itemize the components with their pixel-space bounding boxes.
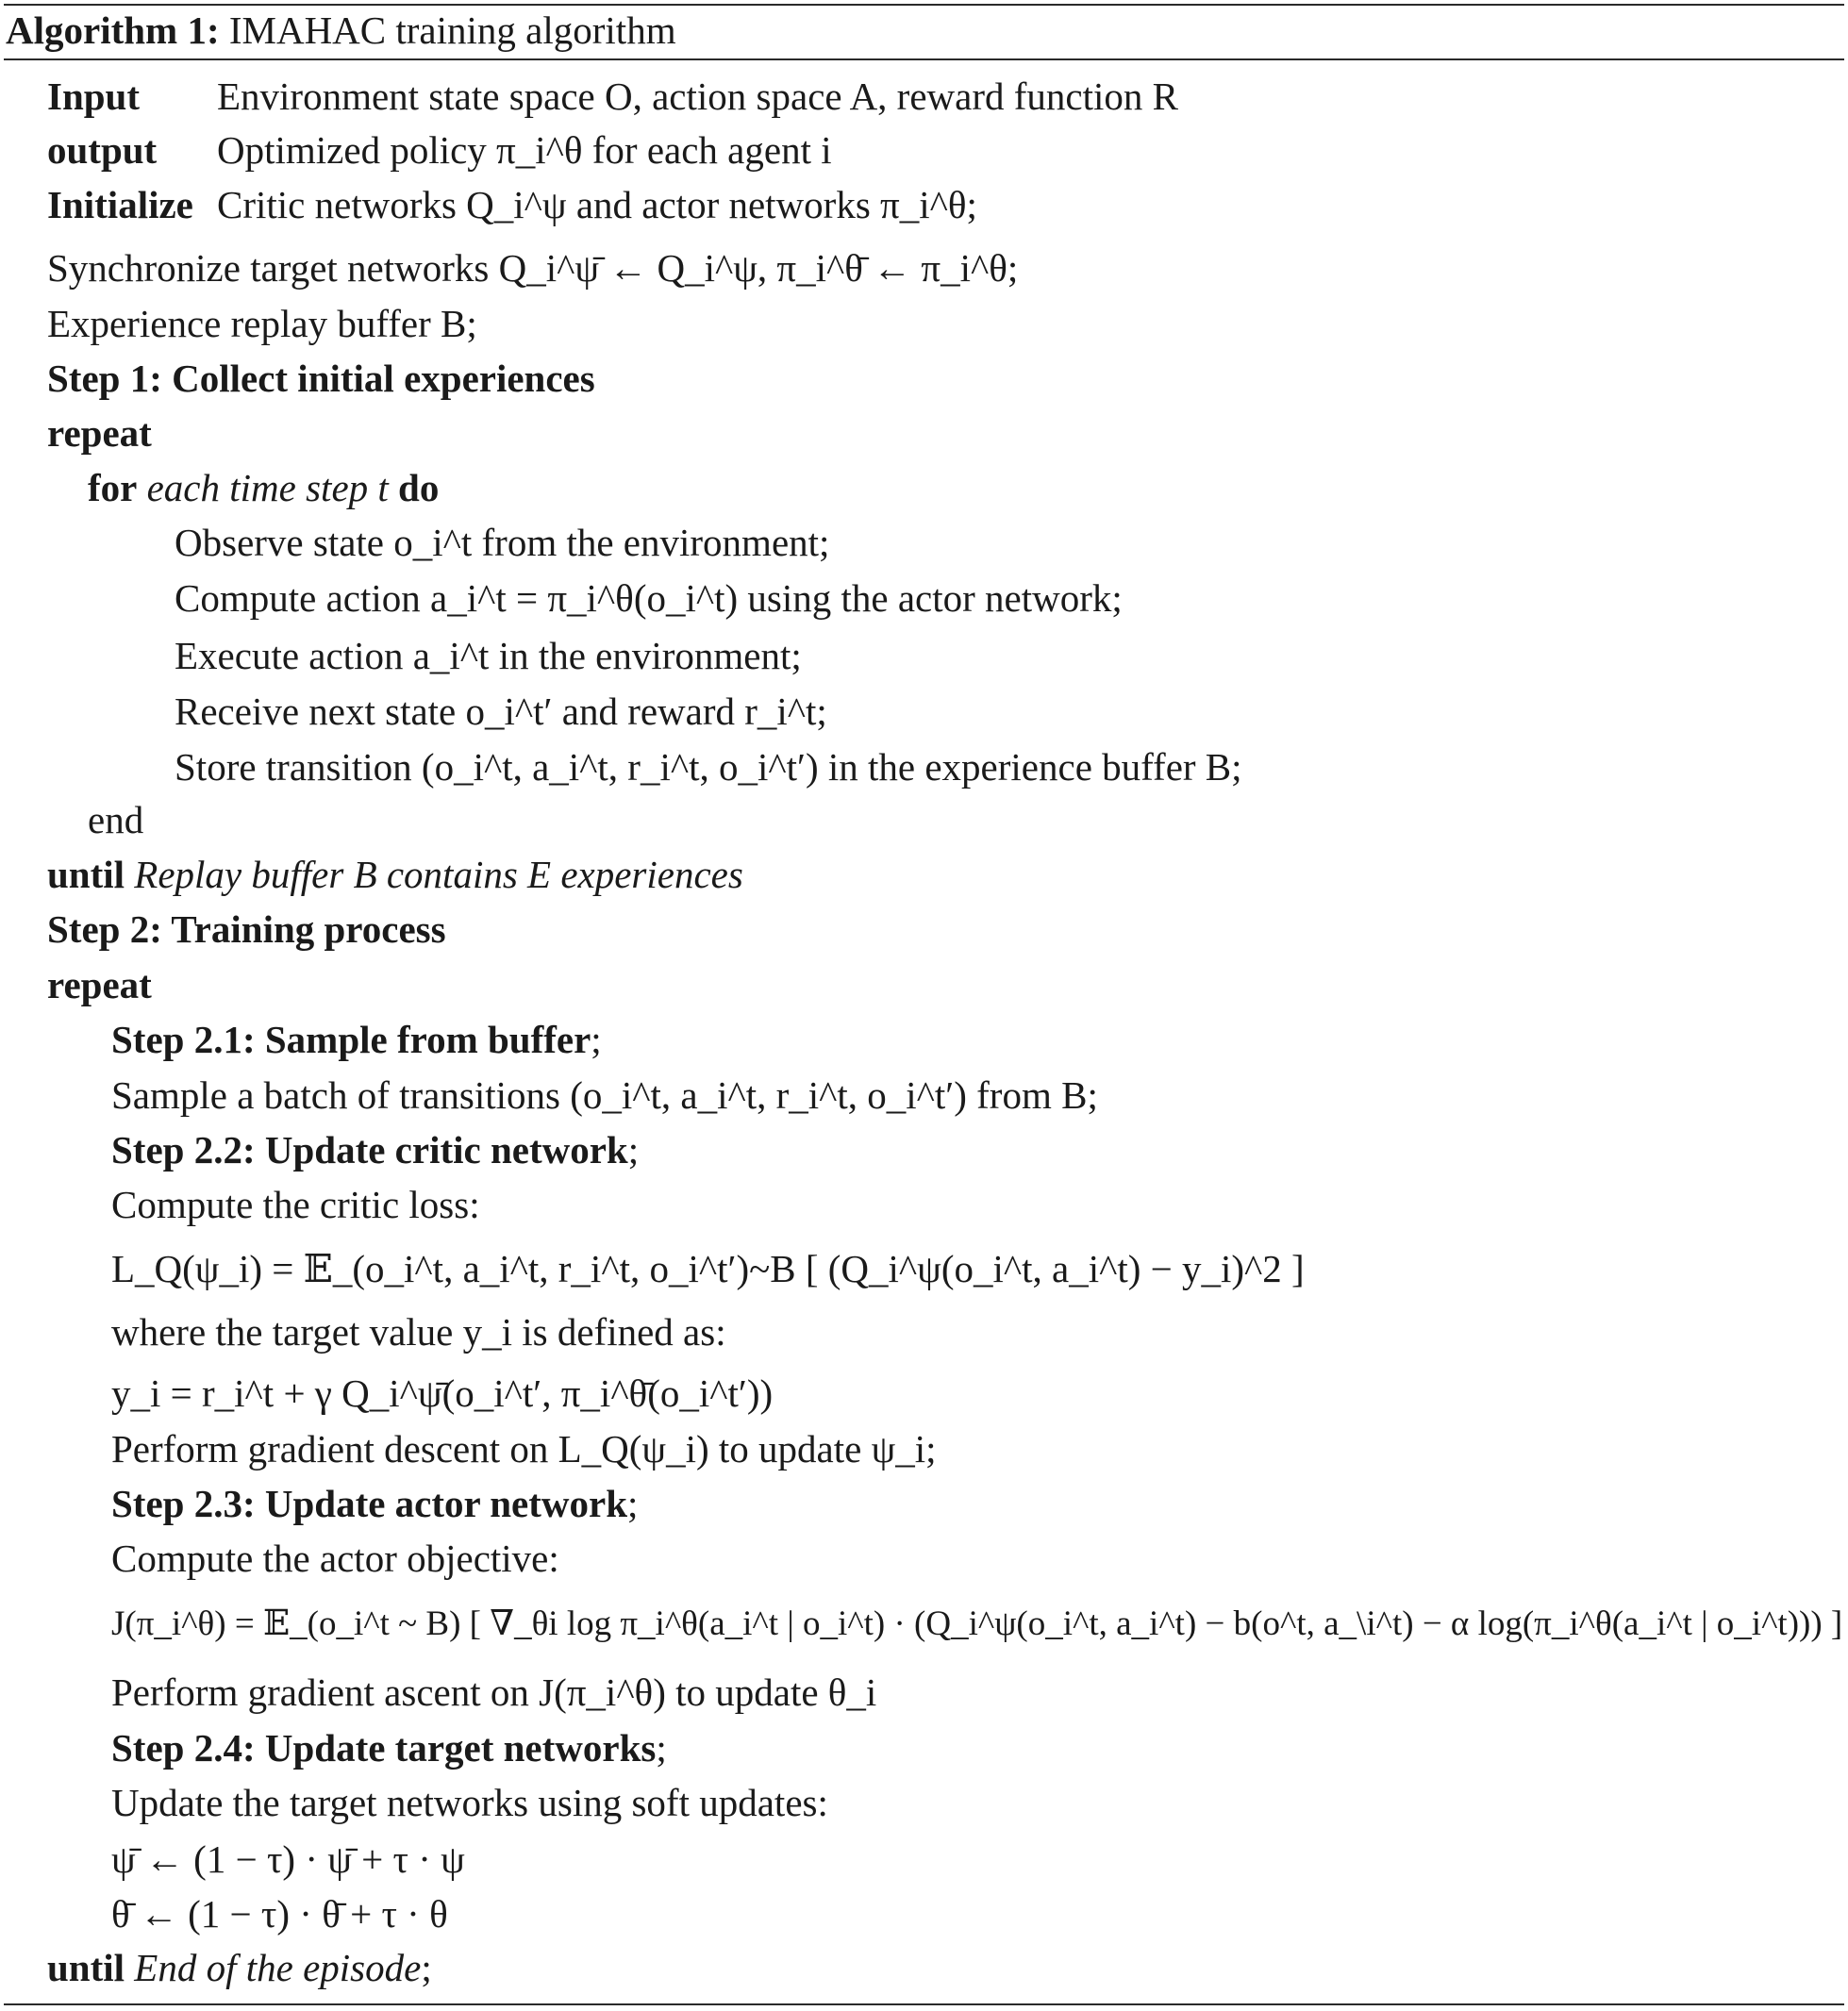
step1-body-0: Observe state o_i^t from the environment; <box>175 521 830 564</box>
algorithm-name: IMAHAC training algorithm <box>228 8 676 52</box>
target-value-equation: y_i = r_i^t + γ Q_i^ψ̄(o_i^t′, π_i^θ̄(o_i^t′)) <box>111 1371 774 1415</box>
title-rule <box>4 58 1844 60</box>
initialize-key: Initialize <box>47 183 193 226</box>
input-line <box>47 69 1178 124</box>
step1-for <box>88 460 439 515</box>
actor-objective-equation: J(π_i^θ) = 𝔼_(o_i^t ~ B) [ ∇_θi log π_i^θ(a_i^t | o_i^t) · (Q_i^ψ(o_i^t, a_i^t) − b(o^t, a_\i^t) − α log(π_i^θ(a_i^t | o_i^t))) ] <box>111 1604 1843 1643</box>
initialize-line <box>47 177 977 232</box>
step1-body-4: Store transition (o_i^t, a_i^t, r_i^t, o_i^t′) in the experience buffer B; <box>175 745 1242 789</box>
step2-3-label: Step 2.3: Update actor network <box>111 1482 627 1525</box>
until-condition: Replay buffer B contains E experiences <box>134 853 743 896</box>
theta-soft-update: θ̄ ← (1 − τ) · θ̄ + τ · θ <box>111 1892 448 1936</box>
step2-until <box>47 1940 432 1995</box>
input-text: Environment state space O, action space A, reward function R <box>217 75 1178 118</box>
step2-1-label: Step 2.1: Sample from buffer <box>111 1018 591 1061</box>
step2-1-heading <box>111 1012 602 1067</box>
output-text: Optimized policy π_i^θ for each agent i <box>217 128 832 172</box>
output-line <box>47 123 832 177</box>
output-key: output <box>47 128 158 172</box>
bottom-rule <box>4 2003 1844 2005</box>
critic-loss-equation: L_Q(ψ_i) = 𝔼_(o_i^t, a_i^t, r_i^t, o_i^t′)~B [ (Q_i^ψ(o_i^t, a_i^t) − y_i)^2 ] <box>111 1247 1305 1290</box>
step2-3-text2: Perform gradient ascent on J(π_i^θ) to update θ_i <box>111 1670 877 1714</box>
step2-2-heading <box>111 1122 639 1177</box>
semicolon: ; <box>591 1018 602 1061</box>
psi-soft-update: ψ̄ ← (1 − τ) · ψ̄ + τ · ψ <box>111 1837 465 1881</box>
for-condition: each time step t <box>146 466 389 509</box>
algorithm-label: Algorithm 1: <box>6 8 220 52</box>
semicolon: ; <box>627 1128 640 1172</box>
step1-body-3: Receive next state o_i^t′ and reward r_i^t; <box>175 690 827 733</box>
semicolon: ; <box>656 1726 667 1770</box>
semicolon: ; <box>421 1946 432 1989</box>
step2-2-text3: Perform gradient descent on L_Q(ψ_i) to update ψ_i; <box>111 1427 937 1471</box>
until-keyword: until <box>47 853 125 896</box>
step1-end: end <box>88 798 144 841</box>
for-keyword: for <box>88 466 138 509</box>
step1-body-1: Compute action a_i^t = π_i^θ(o_i^t) using the actor network; <box>175 576 1123 620</box>
step2-4-heading <box>111 1720 667 1775</box>
step2-3-heading <box>111 1476 638 1531</box>
step2-1-text: Sample a batch of transitions (o_i^t, a_i^t, r_i^t, o_i^t′) from B; <box>111 1073 1098 1117</box>
step2-3-text1: Compute the actor objective: <box>111 1537 559 1580</box>
step1-until <box>47 847 743 902</box>
sync-line: Synchronize target networks Q_i^ψ̄ ← Q_i^ψ, π_i^θ̄ ← π_i^θ; <box>47 246 1019 290</box>
step1-repeat: repeat <box>47 411 152 455</box>
initialize-text: Critic networks Q_i^ψ and actor networks π_i^θ; <box>217 183 977 226</box>
step2-repeat: repeat <box>47 963 152 1006</box>
until-keyword: until <box>47 1946 125 1989</box>
input-key: Input <box>47 75 141 118</box>
step2-2-text1: Compute the critic loss: <box>111 1183 480 1226</box>
step2-heading: Step 2: Training process <box>47 907 446 951</box>
step2-4-text: Update the target networks using soft updates: <box>111 1781 828 1824</box>
step1-body-2: Execute action a_i^t in the environment; <box>175 634 802 677</box>
until-condition: End of the episode <box>134 1946 422 1989</box>
step1-heading: Step 1: Collect initial experiences <box>47 357 595 400</box>
do-keyword: do <box>398 466 440 509</box>
algorithm-title <box>6 3 676 58</box>
step2-2-label: Step 2.2: Update critic network <box>111 1128 628 1172</box>
step2-2-text2: where the target value y_i is defined as: <box>111 1310 726 1354</box>
step2-4-label: Step 2.4: Update target networks <box>111 1726 657 1770</box>
semicolon: ; <box>627 1482 639 1525</box>
buffer-line: Experience replay buffer B; <box>47 302 477 345</box>
